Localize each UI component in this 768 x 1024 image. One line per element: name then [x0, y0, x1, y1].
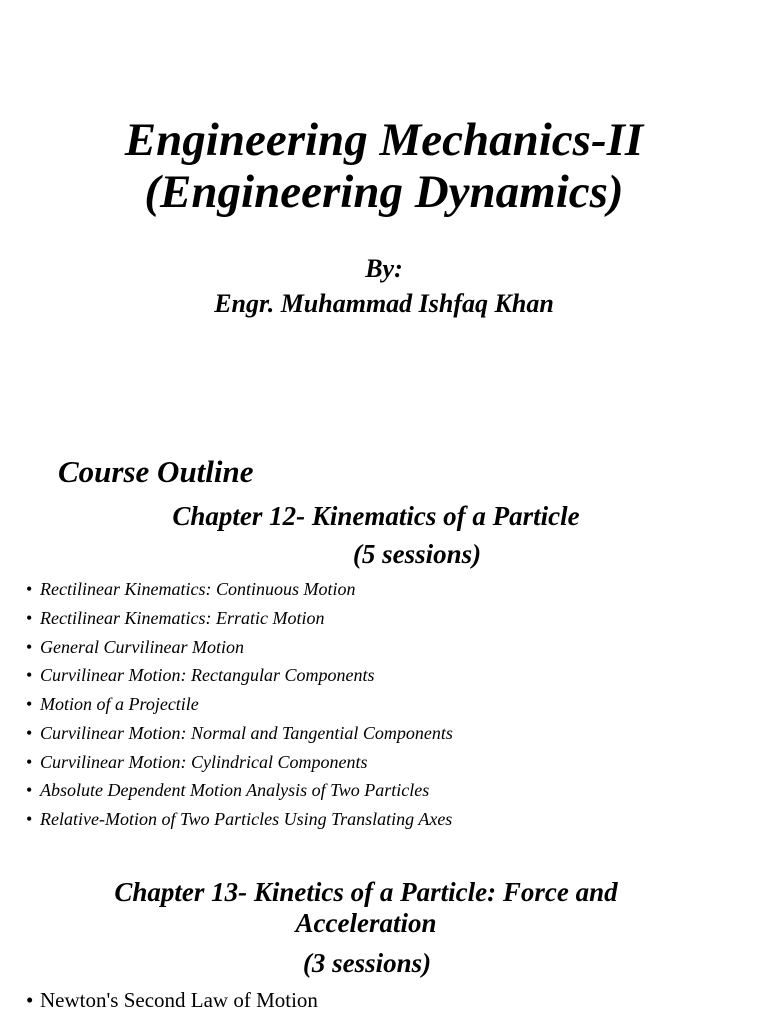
chapter-12-topic-list [26, 575, 453, 834]
topic-text: Motion of a Projectile [40, 694, 199, 714]
author-name: Engr. Muhammad Ishfaq Khan [214, 289, 554, 318]
list-item [26, 776, 453, 805]
chapter-13-title: Chapter 13- Kinetics of a Particle: Force and Acceleration [114, 877, 618, 938]
chapter-12-title: Chapter 12- Kinematics of a Particle [172, 501, 580, 531]
list-item [26, 604, 453, 633]
list-item [26, 986, 318, 1014]
bullet-icon: • [26, 607, 33, 628]
topic-text: Rectilinear Kinematics: Erratic Motion [40, 607, 325, 628]
list-item [26, 719, 453, 748]
title-line-2: (Engineering Dynamics) [144, 166, 624, 218]
chapter-12-sessions: (5 sessions) [352, 539, 482, 569]
topic-text: Rectilinear Kinematics: Continuous Motion [40, 579, 356, 599]
bullet-icon: • [26, 780, 33, 801]
course-outline-heading: Course Outline [58, 454, 254, 489]
by-label: By: [365, 254, 403, 283]
list-item [26, 661, 453, 690]
bullet-icon: • [26, 751, 33, 772]
bullet-icon: • [26, 636, 33, 657]
bullet-icon: • [26, 809, 33, 829]
list-item [26, 575, 453, 604]
topic-text: Curvilinear Motion: Normal and Tangential Components [40, 722, 453, 743]
bullet-icon: • [26, 665, 33, 686]
bullet-icon: • [26, 722, 33, 743]
list-item [26, 748, 453, 777]
bullet-icon: • [26, 579, 33, 599]
topic-text: Relative-Motion of Two Particles Using Translating Axes [40, 809, 453, 829]
title-line-1: Engineering Mechanics-II [124, 114, 644, 166]
bullet-icon: • [26, 694, 33, 714]
topic-text: Absolute Dependent Motion Analysis of Two Particles [40, 780, 430, 801]
list-item [26, 690, 453, 719]
chapter-13-sessions: (3 sessions) [302, 948, 432, 978]
topic-text: Curvilinear Motion: Rectangular Components [40, 665, 375, 686]
topic-text: Curvilinear Motion: Cylindrical Components [40, 751, 368, 772]
bullet-icon: • [26, 988, 34, 1012]
topic-text: Newton's Second Law of Motion [40, 988, 318, 1012]
list-item [26, 633, 453, 662]
topic-text: General Curvilinear Motion [40, 636, 244, 657]
list-item [26, 805, 453, 834]
